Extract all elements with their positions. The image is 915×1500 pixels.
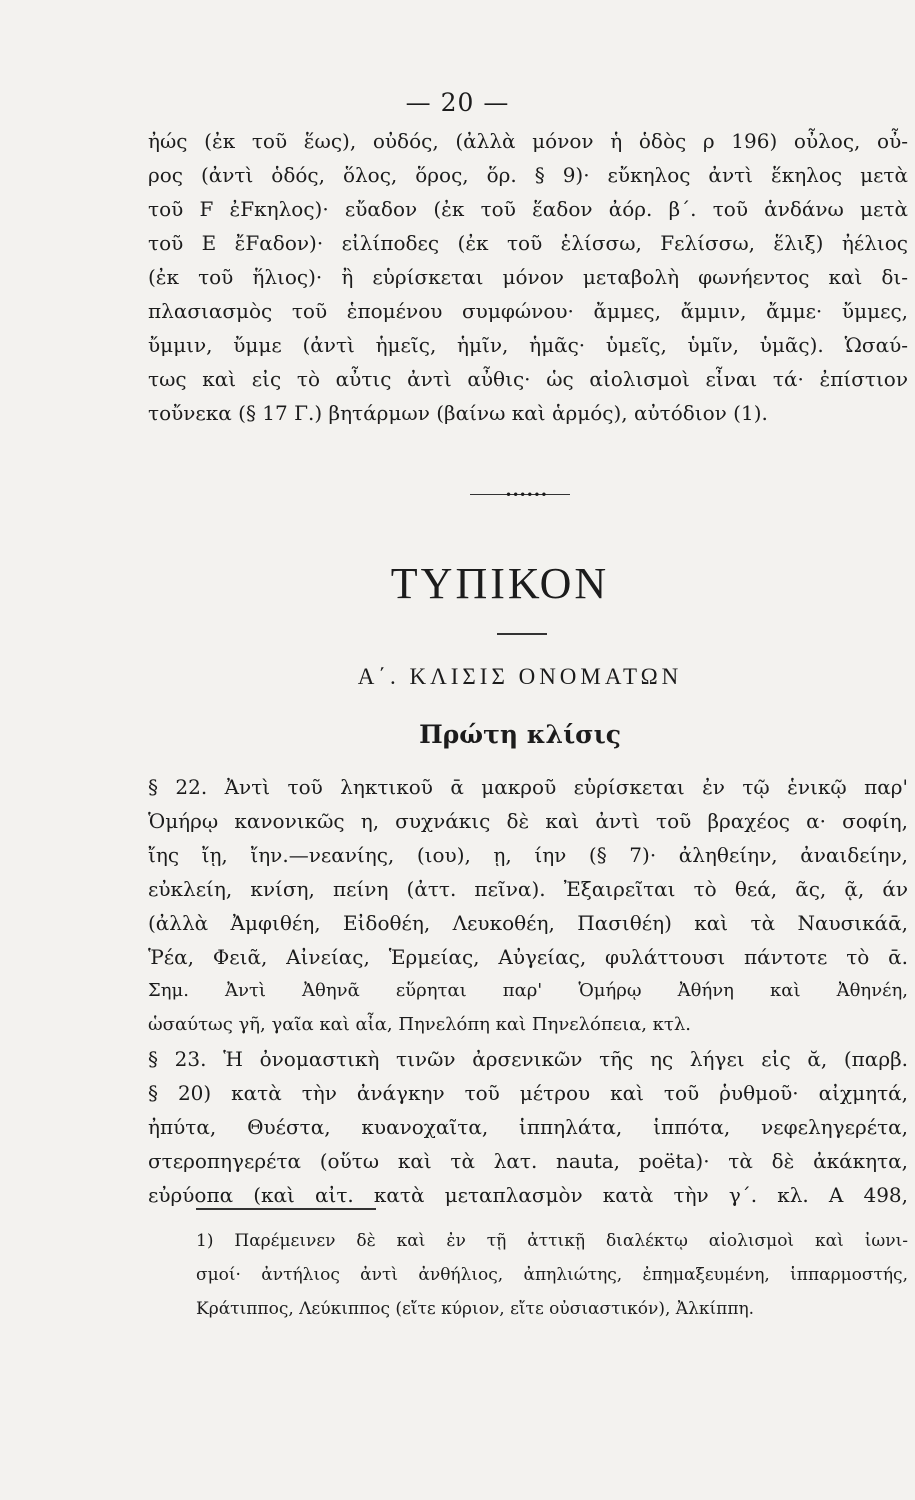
paragraph-top [148, 124, 908, 430]
text-line: εὐκλείη, κνίση, πείνη (ἀττ. πεῖνα). Ἐξαιρεῖται τὸ θεά, ᾶς, ᾷ, άν [148, 877, 908, 901]
text-line: § 22. Ἀντὶ τοῦ ληκτικοῦ ᾱ μακροῦ εὑρίσκεται ἐν τῷ ἑνικῷ παρ' [148, 775, 908, 799]
chapter-heading: Α΄. ΚΛΙΣΙΣ ΟΝΟΜΑΤΩΝ [357, 664, 683, 689]
text-line: ρος (ἀντὶ ὁδός, ὅλος, ὅρος, ὅρ. § 9)· εὔκηλος ἀντὶ ἕκηλος μετὰ [148, 163, 908, 187]
text-line: τοῦ Ε ἔFαδον)· εἰλίποδες (ἐκ τοῦ ἑλίσσω, Fελίσσω, ἕλιξ) ἠέλιος [148, 231, 908, 255]
text-line: (ἐκ τοῦ ἥλιος)· ἢ εὑρίσκεται μόνον μεταβολὴ φωνήεντος καὶ δι- [148, 265, 908, 289]
section-heading: Πρώτη κλίσις [419, 720, 621, 749]
note-line: ὡσαύτως γῆ, γαῖα καὶ αἶα, Πηνελόπη καὶ Πηνελόπεια, κτλ. [148, 1014, 691, 1035]
separator-ornament-icon: •••••• [505, 488, 548, 502]
footnote [196, 1224, 908, 1326]
text-line: τως καὶ εἰς τὸ αὖτις ἀντὶ αὖθις· ὡς αἰολισμοὶ εἶναι τά· ἐπίστιον [148, 367, 908, 391]
footnote-rule [196, 1208, 376, 1210]
page-title: ΤΥΠΙΚΟΝ [390, 559, 610, 608]
note-line: Σημ. Ἀντὶ Ἀθηνᾶ εὕρηται παρ' Ὁμήρῳ Ἀθήνη καὶ Ἀθηνέη, [148, 980, 908, 1001]
text-line: (ἀλλὰ Ἀμφιθέη, Εἰδοθέη, Λευκοθέη, Πασιθέη) καὶ τὰ Ναυσικάᾱ, [148, 911, 908, 935]
footnote-line: σμοί· ἀντήλιος ἀντὶ ἀνθήλιος, ἀπηλιώτης, ἐπημαξευμένη, ἱππαρμοστής, [196, 1265, 908, 1285]
text-line: τοὔνεκα (§ 17 Γ.) βητάρμων (βαίνω καὶ ἁρμός), αὐτόδιον (1). [148, 401, 768, 425]
text-line: πλασιασμὸς τοῦ ἑπομένου συμφώνου· ἄμμες, ἄμμιν, ἄμμε· ὔμμες, [148, 299, 908, 323]
text-line: εὐρύοπα (καὶ αἰτ. κατὰ μεταπλασμὸν κατὰ τὴν γ΄. κλ. Α 498, [148, 1183, 908, 1207]
text-line: ἴης ἴῃ, ἴην.—νεανίης, (ιου), ῃ, ίην (§ 7)· ἀληθείην, ἀναιδείην, [148, 843, 908, 867]
footnote-line: Κράτιππος, Λεύκιππος (εἴτε κύριον, εἴτε οὐσιαστικόν), Ἀλκίππη. [196, 1299, 755, 1319]
text-line: στεροπηγερέτα (οὕτω καὶ τὰ λατ. nauta, poëta)· τὰ δὲ ἀκάκητα, [148, 1149, 908, 1173]
text-line: § 20) κατὰ τὴν ἀνάγκην τοῦ μέτρου καὶ τοῦ ῥυθμοῦ· αἰχμητά, [148, 1081, 908, 1105]
paragraph-main [148, 770, 908, 1212]
text-line: ἠώς (ἐκ τοῦ ἕως), οὐδός, (ἀλλὰ μόνον ἡ ὁδὸς ρ 196) οὖλος, οὖ- [148, 129, 908, 153]
text-line: ἠπύτα, Θυέστα, κυανοχαῖτα, ἱππηλάτα, ἱππότα, νεφεληγερέτα, [148, 1115, 908, 1139]
page-number: — 20 — [405, 88, 510, 117]
text-line: § 23. Ἡ ὀνομαστικὴ τινῶν ἀρσενικῶν τῆς ης λήγει εἰς ᾰ, (παρβ. [148, 1047, 908, 1071]
text-line: Ῥέα, Φειᾶ, Αἰνείας, Ἑρμείας, Αὐγείας, φυλάττουσι πάντοτε τὸ ᾱ. [148, 945, 908, 969]
text-line: ὔμμιν, ὔμμε (ἀντὶ ἡμεῖς, ἡμῖν, ἡμᾶς· ὑμεῖς, ὑμῖν, ὑμᾶς). Ὡσαύ- [148, 333, 908, 357]
footnote-line: 1) Παρέμεινεν δὲ καὶ ἐν τῇ ἀττικῇ διαλέκτῳ αἰολισμοὶ καὶ ἰωνι- [196, 1231, 908, 1251]
title-rule [497, 633, 547, 635]
text-line: Ὁμήρῳ κανονικῶς η, συχνάκις δὲ καὶ ἀντὶ τοῦ βραχέος α· σοφίη, [148, 809, 908, 833]
text-line: τοῦ F ἐFκηλος)· εὔαδον (ἐκ τοῦ ἕαδον ἀόρ. β΄. τοῦ ἁνδάνω μετὰ [148, 197, 908, 221]
